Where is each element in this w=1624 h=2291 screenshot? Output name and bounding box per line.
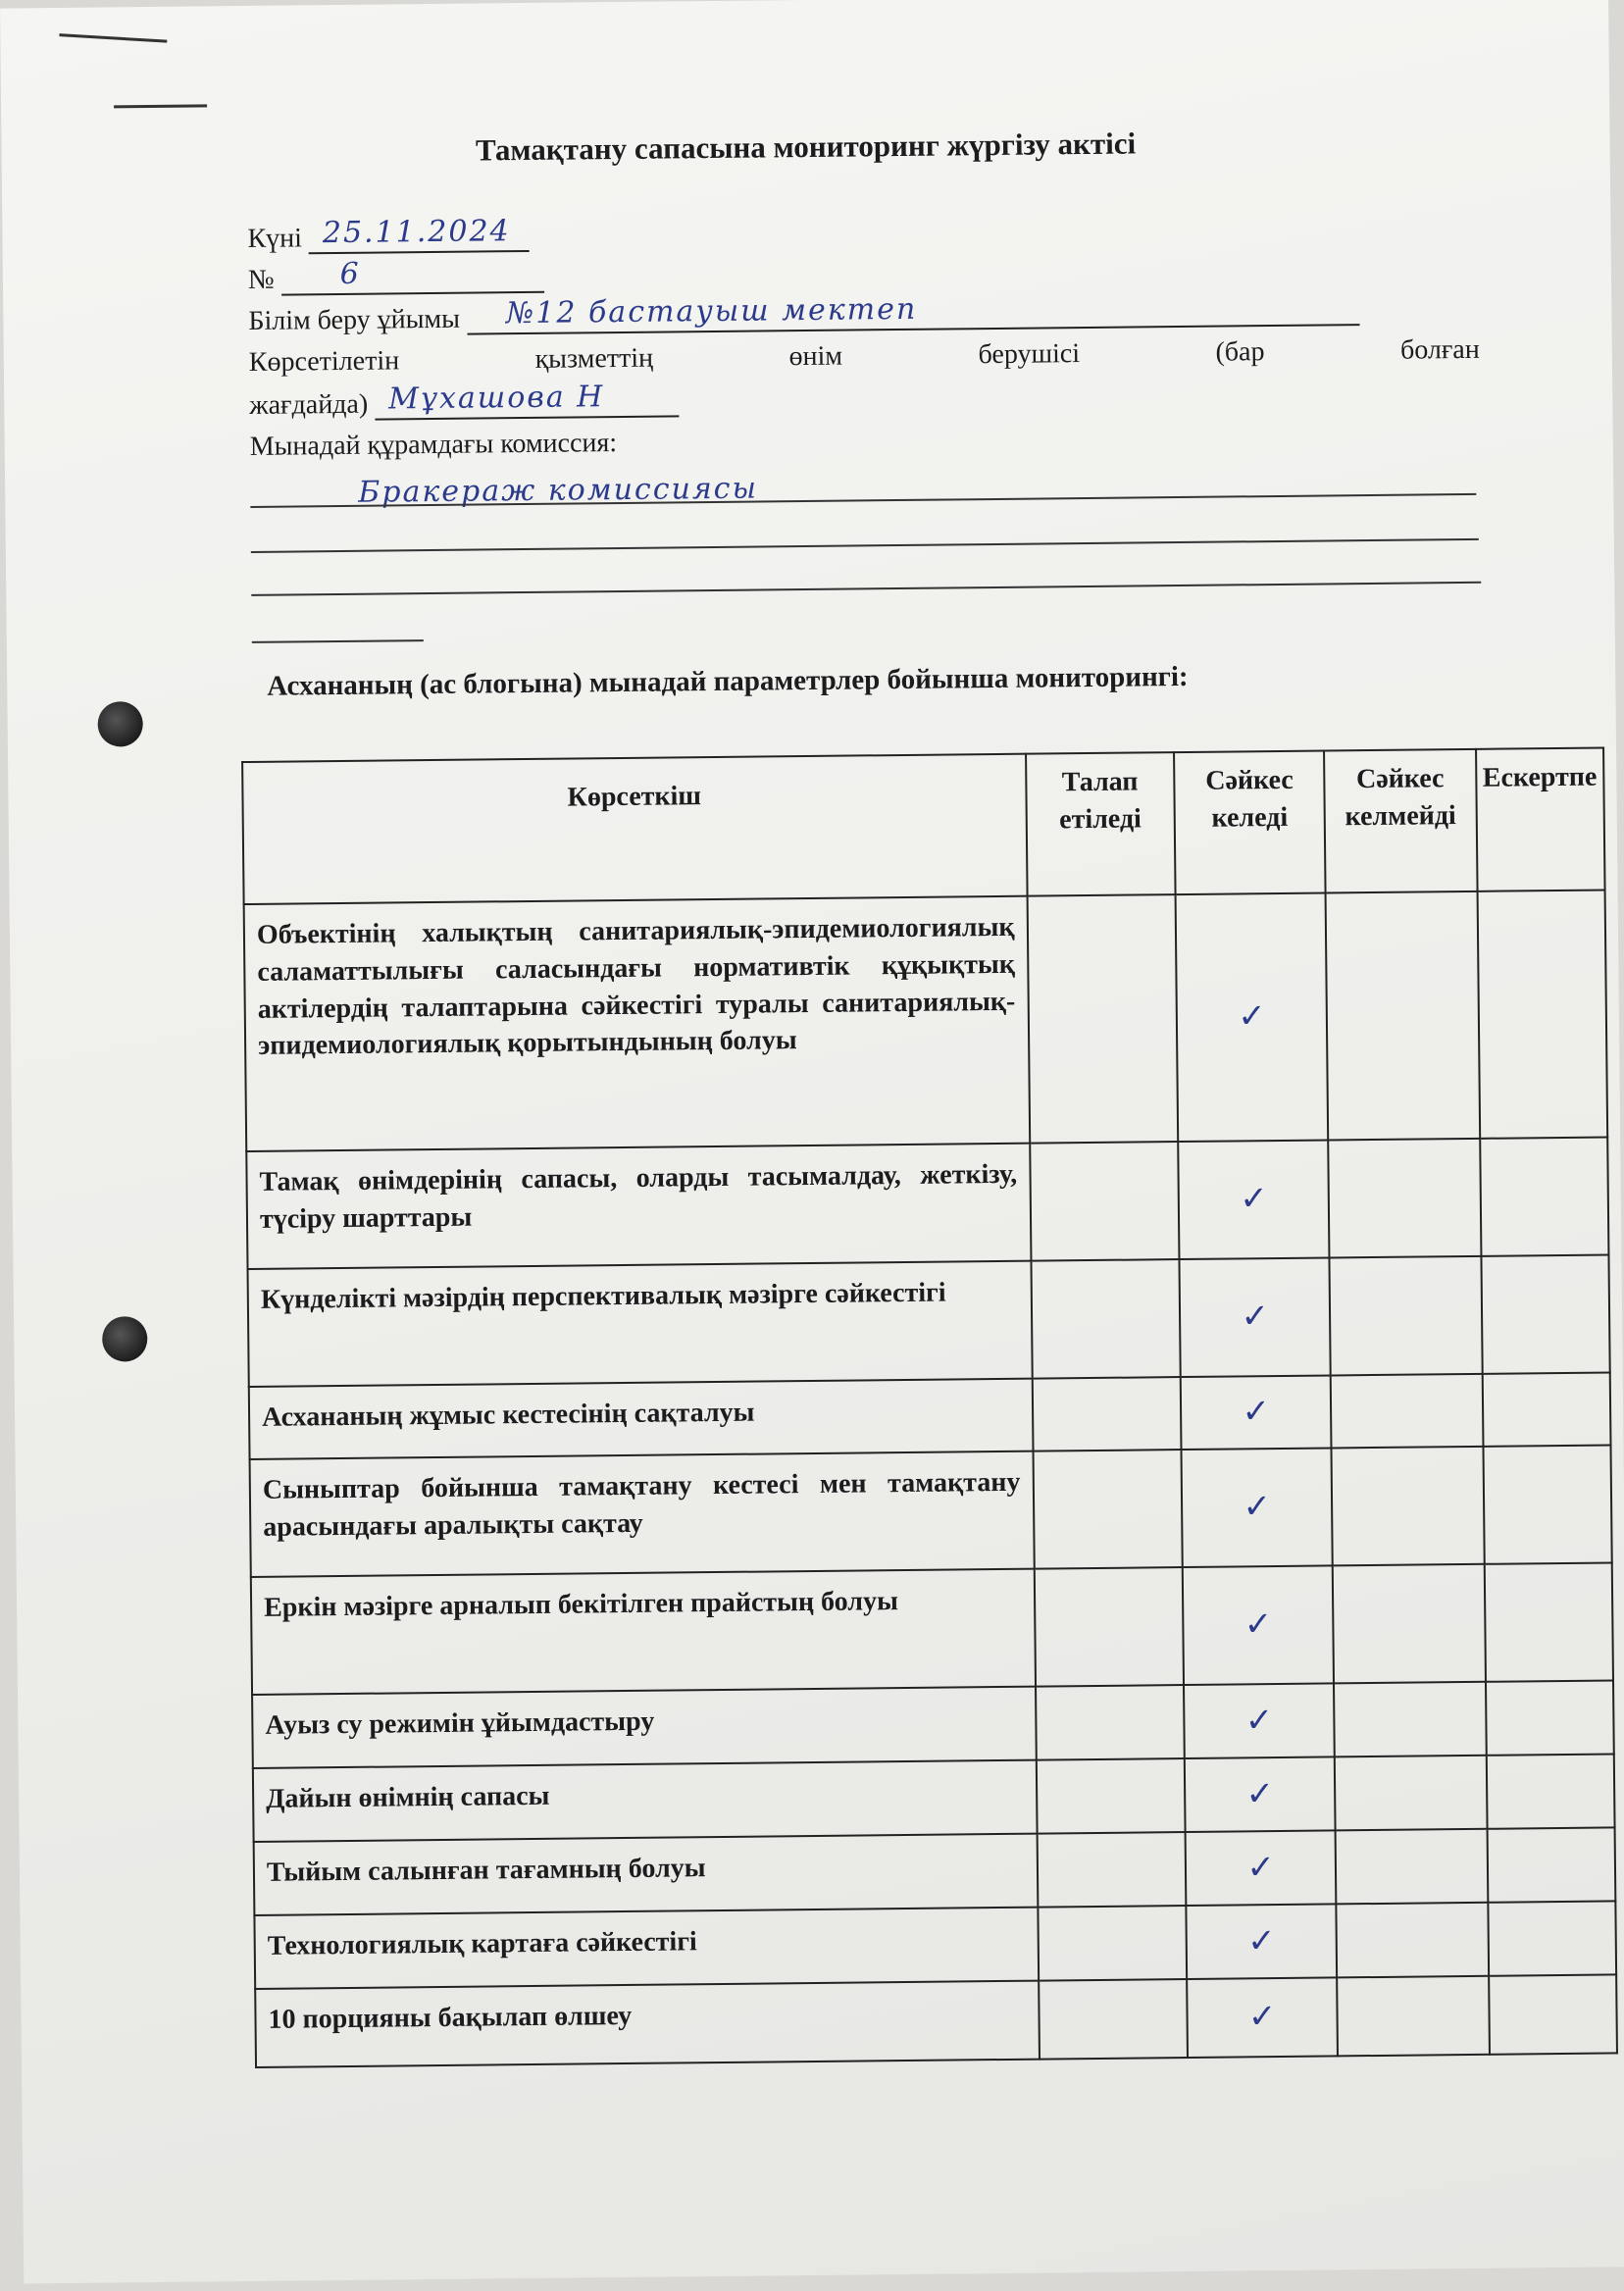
punch-hole <box>97 701 142 746</box>
table-row <box>255 1974 1617 2067</box>
indicator-cell: Тамақ өнімдерінің сапасы, оларды тасымалдау, жеткізу, түсіру шарттары <box>246 1144 1031 1269</box>
provider-word: (бар <box>1215 336 1265 368</box>
note-cell <box>1485 1680 1613 1755</box>
check-mark-icon: ✓ <box>1183 1565 1335 1685</box>
organization-line <box>248 291 1359 337</box>
commission-rule <box>251 538 1479 553</box>
not-complies-cell <box>1329 1139 1481 1258</box>
provider-word: өнім <box>788 340 843 373</box>
not-complies-cell <box>1333 1564 1485 1684</box>
date-value: 25.11.2024 <box>322 214 511 251</box>
not-complies-cell <box>1337 1903 1489 1978</box>
required-cell <box>1034 1567 1184 1687</box>
check-mark-icon: ✓ <box>1181 1375 1332 1450</box>
date-label: Күні <box>247 223 303 254</box>
note-cell <box>1487 1827 1615 1902</box>
number-label: № <box>247 264 275 295</box>
required-cell <box>1030 1142 1180 1261</box>
number-line <box>247 256 544 296</box>
note-cell <box>1488 1901 1616 1975</box>
not-complies-cell <box>1330 1256 1482 1376</box>
required-cell <box>1036 1685 1185 1760</box>
required-cell <box>1031 1259 1181 1379</box>
indicator-cell: Объектінің халықтың санитариялық-эпидемиологиялық саламаттылығы саласындағы нормативтік құқықтық актілердің талаптарына сәйкестігі туралы санитариялық-эпидемиологиялық қорытындының болуы <box>244 896 1030 1151</box>
pen-mark <box>114 104 207 108</box>
note-cell <box>1489 1974 1617 2054</box>
indicator-cell: Ауыз су режимін ұйымдастыру <box>252 1687 1036 1768</box>
date-field <box>309 214 530 254</box>
required-cell <box>1033 1450 1183 1569</box>
header-required: Талап етіледі <box>1026 752 1176 896</box>
provider-word: Көрсетілетін <box>248 345 400 378</box>
indicator-cell: Тыйым салынған тағамның болуы <box>254 1834 1038 1915</box>
check-mark-icon: ✓ <box>1186 1904 1337 1979</box>
not-complies-cell <box>1336 1829 1488 1905</box>
check-mark-icon: ✓ <box>1175 892 1328 1142</box>
table-row <box>252 1680 1614 1768</box>
number-value: 6 <box>339 256 361 291</box>
commission-label: Мынадай құрамдағы комиссия: <box>249 428 618 462</box>
organization-value: №12 бастауыш мектеп <box>505 291 918 331</box>
indicator-cell: Сыныптар бойынша тамақтану кестесі мен тамақтану арасындағы аралықты сақтау <box>250 1451 1035 1577</box>
required-cell <box>1027 894 1178 1144</box>
note-cell <box>1482 1372 1610 1446</box>
not-complies-cell <box>1337 1976 1489 2057</box>
required-cell <box>1036 1758 1185 1834</box>
not-complies-cell <box>1334 1682 1486 1757</box>
indicator-cell: Асхананың жұмыс кестесінің сақталуы <box>249 1379 1033 1459</box>
provider-field <box>375 380 679 420</box>
commission-handwriting: Бракераж комиссиясы <box>358 471 759 510</box>
header-not-complies: Сәйкес келмейді <box>1324 749 1477 893</box>
table-row <box>254 1827 1616 1915</box>
note-cell <box>1483 1445 1612 1563</box>
provider-line-2 <box>249 380 679 422</box>
check-mark-icon: ✓ <box>1178 1140 1330 1259</box>
provider-word: берушісі <box>978 338 1081 371</box>
header-note: Ескертпе <box>1476 748 1605 891</box>
not-complies-cell <box>1335 1756 1487 1831</box>
commission-rule <box>251 582 1481 596</box>
indicator-cell: 10 порцияны бақылап өлшеу <box>255 1981 1039 2067</box>
commission-rule <box>252 639 424 643</box>
number-field <box>281 256 544 296</box>
required-cell <box>1038 1906 1187 1981</box>
table-row <box>248 1254 1610 1387</box>
not-complies-cell <box>1332 1447 1484 1566</box>
required-cell <box>1032 1377 1181 1451</box>
note-cell <box>1480 1137 1609 1255</box>
indicator-cell: Технологиялық картаға сәйкестігі <box>254 1908 1038 1989</box>
provider-value: Мұхашова Н <box>387 380 605 417</box>
required-cell <box>1039 1979 1188 2060</box>
date-line <box>247 214 530 255</box>
check-mark-icon: ✓ <box>1179 1257 1331 1377</box>
pen-mark <box>59 33 167 43</box>
indicator-cell: Күнделікті мәзірдің перспективалық мәзірге сәйкестігі <box>248 1261 1033 1387</box>
not-complies-cell <box>1331 1374 1483 1449</box>
check-mark-icon: ✓ <box>1184 1683 1335 1758</box>
note-cell <box>1481 1254 1610 1373</box>
check-mark-icon: ✓ <box>1181 1448 1333 1567</box>
indicator-cell: Еркін мәзірге арналып бекітілген прайстың болуы <box>251 1569 1036 1695</box>
monitoring-table <box>241 746 1618 2067</box>
indicator-cell: Дайын өнімнің сапасы <box>253 1760 1037 1842</box>
header-complies: Сәйкес келеді <box>1174 750 1326 894</box>
required-cell <box>1037 1832 1186 1908</box>
not-complies-cell <box>1326 891 1480 1141</box>
organization-label: Білім беру ұйымы <box>248 303 461 336</box>
table-row <box>254 1901 1616 1989</box>
provider-label: жағдайда) <box>249 388 369 421</box>
provider-word: қызметтің <box>534 342 654 375</box>
table-row <box>253 1754 1615 1842</box>
check-mark-icon: ✓ <box>1187 1977 1338 2058</box>
note-cell <box>1486 1754 1614 1828</box>
provider-word: болған <box>1399 333 1480 366</box>
note-cell <box>1484 1562 1613 1681</box>
table-row <box>246 1137 1608 1269</box>
check-mark-icon: ✓ <box>1185 1830 1336 1906</box>
note-cell <box>1477 890 1607 1138</box>
table-header-row <box>242 748 1604 905</box>
section-heading: Асхананың (ас блогына) мынадай параметрлер бойынша мониторингі: <box>267 660 1189 702</box>
check-mark-icon: ✓ <box>1185 1756 1336 1832</box>
punch-hole <box>102 1316 147 1361</box>
header-indicator: Көрсеткіш <box>242 754 1027 904</box>
table-row <box>244 890 1608 1151</box>
table-row <box>250 1445 1612 1577</box>
document-title: Тамақтану сапасына мониторинг жүргізу актісі <box>475 126 1137 168</box>
table-row <box>251 1562 1613 1695</box>
organization-field <box>467 291 1359 335</box>
provider-line-1 <box>249 334 1480 379</box>
